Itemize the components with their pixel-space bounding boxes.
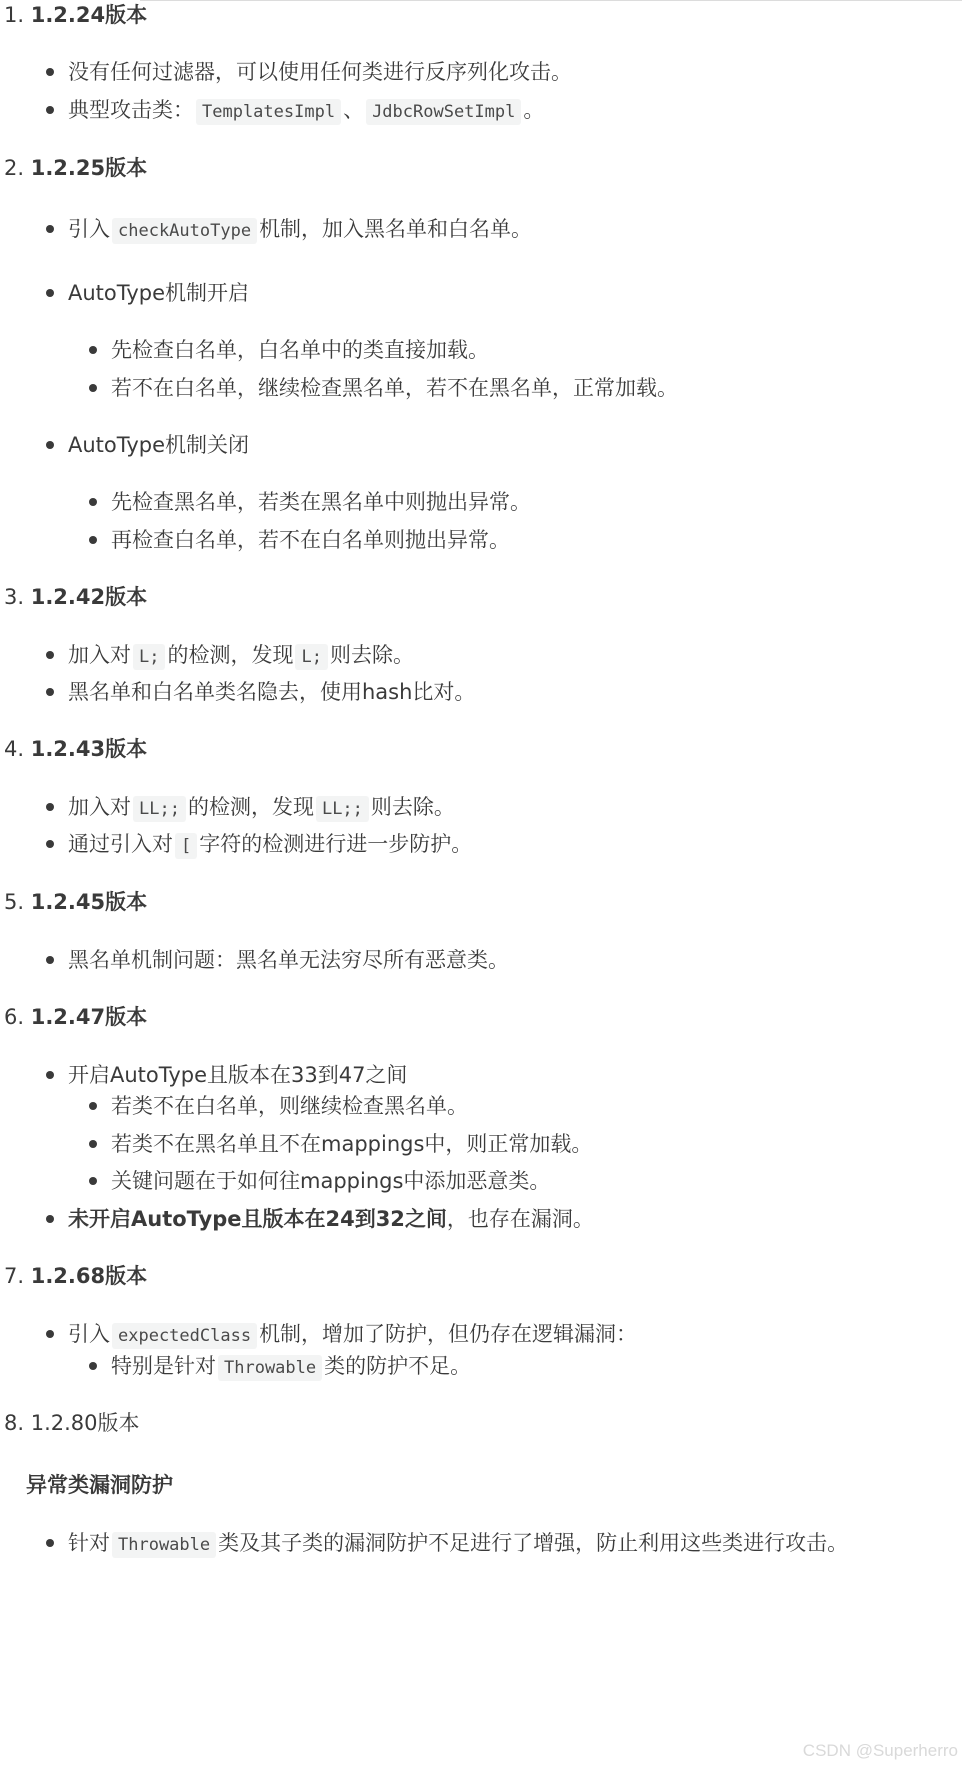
inline-code: Throwable — [112, 1532, 216, 1558]
bullet-icon — [46, 688, 54, 696]
inline-code: Throwable — [218, 1355, 322, 1381]
heading-title: 1.2.47版本 — [30, 1005, 148, 1029]
bullet-icon — [46, 956, 54, 964]
section-subtitle: 异常类漏洞防护 — [26, 1473, 173, 1497]
text: 通过引入对 — [68, 832, 173, 856]
text: AutoType机制关闭 — [68, 433, 249, 457]
version-heading — [4, 1002, 147, 1032]
heading-title: 1.2.25版本 — [30, 156, 148, 180]
sub-list-item — [111, 335, 489, 365]
bullet-icon — [46, 1071, 54, 1079]
text: 针对 — [68, 1531, 110, 1555]
text: 则去除。 — [329, 643, 414, 667]
version-heading — [4, 1261, 147, 1291]
bullet-icon — [46, 225, 54, 233]
list-item — [68, 792, 455, 822]
text: 引入 — [68, 1322, 110, 1346]
heading-title: 1.2.43版本 — [30, 737, 148, 761]
text: 加入对 — [68, 643, 131, 667]
text: 机制，增加了防护，但仍存在逻辑漏洞： — [259, 1322, 638, 1346]
version-heading — [4, 734, 147, 764]
text: 的检测，发现 — [187, 795, 314, 819]
inline-code: TemplatesImpl — [196, 99, 341, 125]
text: 若类不在白名单，则继续检查黑名单。 — [111, 1094, 468, 1118]
text: 若不在白名单，继续检查黑名单，若不在黑名单，正常加载。 — [111, 376, 678, 400]
version-heading — [4, 887, 147, 917]
csdn-watermark: CSDN @Superherro — [802, 1741, 958, 1760]
bullet-icon — [46, 441, 54, 449]
sub-list-item — [111, 373, 678, 403]
text: 典型攻击类： — [68, 98, 194, 122]
inline-code: expectedClass — [112, 1323, 257, 1349]
list-item — [68, 1528, 848, 1558]
heading-number: 6. — [4, 1005, 31, 1029]
list-item — [68, 945, 509, 975]
bullet-icon — [46, 1330, 54, 1338]
inline-code: LL;; — [316, 796, 369, 822]
heading-number: 8. — [4, 1411, 31, 1435]
bullet-icon — [89, 1362, 97, 1370]
text: 没有任何过滤器，可以使用任何类进行反序列化攻击。 — [68, 60, 572, 84]
heading-title: 1.2.45版本 — [30, 890, 148, 914]
list-item — [68, 1204, 594, 1234]
inline-code: L; — [133, 644, 165, 670]
text: 特别是针对 — [111, 1354, 216, 1378]
inline-code: checkAutoType — [112, 218, 257, 244]
text: 、 — [343, 98, 365, 122]
text: 机制，加入黑名单和白名单。 — [259, 217, 533, 241]
inline-code: JdbcRowSetImpl — [366, 99, 521, 125]
text: 黑名单和白名单类名隐去，使用hash比对。 — [68, 680, 476, 704]
list-item — [68, 57, 572, 87]
heading-title: 1.2.24版本 — [30, 3, 148, 27]
version-heading — [4, 582, 147, 612]
bullet-icon — [46, 651, 54, 659]
sub-list-item — [111, 1351, 471, 1381]
text: 类的防护不足。 — [324, 1354, 472, 1378]
bullet-icon — [89, 1140, 97, 1148]
heading-number: 2. — [4, 156, 31, 180]
text: 。 — [523, 98, 545, 122]
list-item — [68, 1319, 637, 1349]
bullet-icon — [89, 346, 97, 354]
sub-list-item — [111, 1129, 592, 1159]
list-item — [68, 430, 249, 460]
heading-number: 5. — [4, 890, 31, 914]
bullet-icon — [89, 1177, 97, 1185]
text: 引入 — [68, 217, 110, 241]
list-item — [68, 829, 472, 859]
sub-list-item — [111, 1166, 550, 1196]
bullet-icon — [46, 68, 54, 76]
bullet-icon — [89, 536, 97, 544]
text: 先检查白名单，白名单中的类直接加载。 — [111, 338, 489, 362]
version-heading — [4, 153, 147, 183]
text: 则去除。 — [370, 795, 455, 819]
inline-code: [ — [175, 833, 197, 859]
bullet-icon — [46, 1215, 54, 1223]
bullet-icon — [46, 289, 54, 297]
inline-code: L; — [295, 644, 327, 670]
heading-title: 1.2.42版本 — [30, 585, 148, 609]
sub-list-item — [111, 487, 531, 517]
inline-code: LL;; — [133, 796, 186, 822]
top-divider — [140, 0, 962, 1]
text: AutoType机制开启 — [68, 281, 249, 305]
text: 字符的检测进行进一步防护。 — [199, 832, 473, 856]
bullet-icon — [46, 1539, 54, 1547]
text: ，也存在漏洞。 — [446, 1207, 594, 1231]
text: 先检查黑名单，若类在黑名单中则抛出异常。 — [111, 490, 531, 514]
heading-number: 4. — [4, 737, 31, 761]
list-item — [68, 278, 249, 308]
list-item — [68, 677, 475, 707]
list-item — [68, 640, 414, 670]
heading-title: 1.2.80版本 — [30, 1411, 140, 1435]
heading-number: 3. — [4, 585, 31, 609]
list-item — [68, 95, 544, 125]
sub-list-item — [111, 1091, 468, 1121]
heading-title: 1.2.68版本 — [30, 1264, 148, 1288]
text: 黑名单机制问题：黑名单无法穷尽所有恶意类。 — [68, 948, 509, 972]
list-item — [68, 214, 532, 244]
heading-number: 7. — [4, 1264, 31, 1288]
bullet-icon — [46, 840, 54, 848]
bullet-icon — [46, 106, 54, 114]
text: 开启AutoType且版本在33到47之间 — [68, 1063, 408, 1087]
text: 加入对 — [68, 795, 131, 819]
bullet-icon — [46, 803, 54, 811]
bold-text: 未开启AutoType且版本在24到32之间 — [68, 1207, 447, 1231]
version-heading — [4, 0, 147, 30]
version-heading — [4, 1408, 140, 1438]
text: 再检查白名单，若不在白名单则抛出异常。 — [111, 528, 510, 552]
bullet-icon — [89, 1102, 97, 1110]
text: 若类不在黑名单且不在mappings中，则正常加载。 — [111, 1132, 593, 1156]
bullet-icon — [89, 498, 97, 506]
text: 类及其子类的漏洞防护不足进行了增强，防止利用这些类进行攻击。 — [218, 1531, 849, 1555]
bullet-icon — [89, 384, 97, 392]
sub-list-item — [111, 525, 510, 555]
heading-number: 1. — [4, 3, 31, 27]
text: 关键问题在于如何往mappings中添加恶意类。 — [111, 1169, 551, 1193]
list-item — [68, 1060, 407, 1090]
text: 的检测，发现 — [167, 643, 294, 667]
